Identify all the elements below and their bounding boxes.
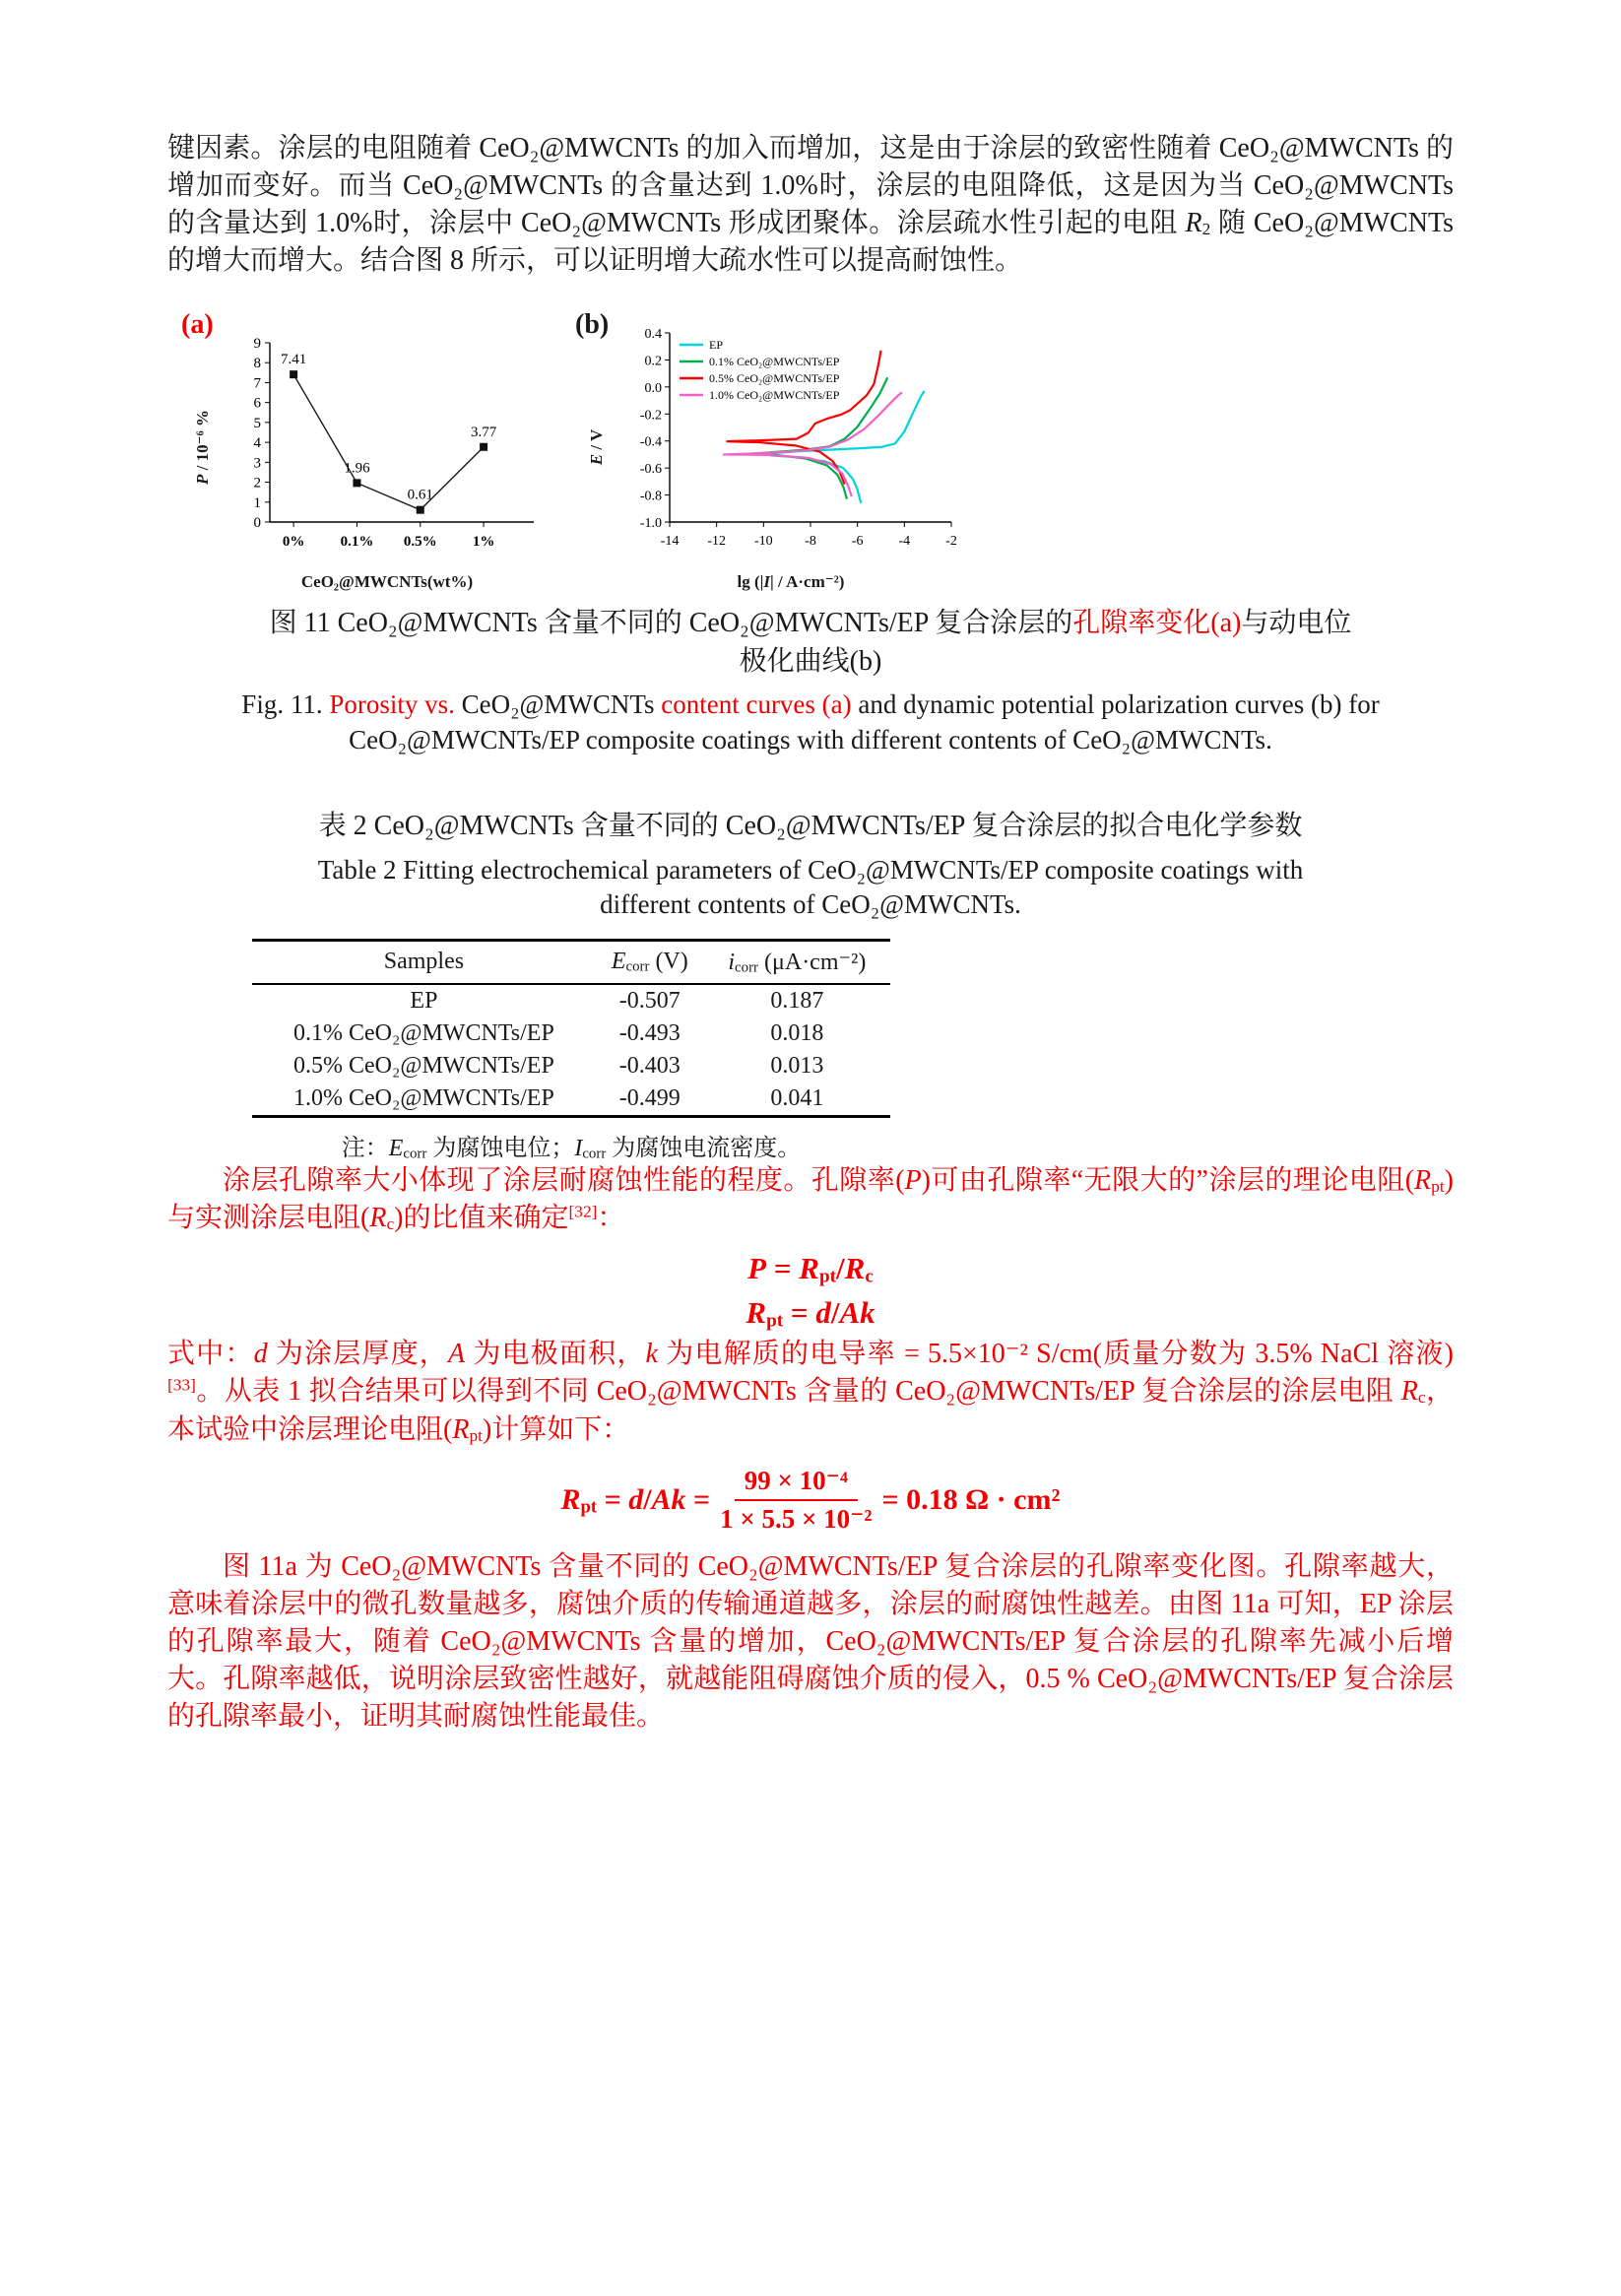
formula-denominator: 1 × 5.5 × 10⁻² [720,1504,873,1535]
table-2-block [252,939,890,1162]
figure-caption-en: Fig. 11. Porosity vs. CeO₂@MWCNTs content curves (a) and dynamic potential polarization curves (b) for CeO₂@MWCNTs/EP composite coatings with different contents of CeO₂@MWCNTs. [241,689,1380,754]
table-row-0-5pct [252,1050,890,1082]
cell-sample: 1.0% CeO₂@MWCNTs/EP [293,1084,554,1111]
column-header-icorr [704,940,890,983]
cell-ecorr: -0.403 [618,1052,681,1079]
svg-text:0.0: 0.0 [644,381,662,397]
formula-rpt-calculation [167,1465,1454,1538]
svg-text:EP: EP [709,338,724,353]
formula-porosity-ratio: P = Rpt/Rc [747,1251,874,1287]
svg-text:-10: -10 [753,534,773,550]
figure-11b-tag: (b) [575,309,610,341]
table-row-1-0pct [252,1082,890,1117]
formula-rpt-definition: Rpt = d/Ak [746,1295,875,1332]
icorr-subscript: corr [735,959,758,976]
formula-numerator: 99 × 10⁻⁴ [735,1465,858,1502]
svg-text:-2: -2 [945,534,957,550]
table-title-zh: 表 2 CeO₂@MWCNTs 含量不同的 CeO₂@MWCNTs/EP 复合涂层的拟合电化学参数 [318,811,1303,842]
icorr-unit: (μA·cm⁻²) [758,949,867,975]
svg-text:-4: -4 [898,534,911,550]
svg-text:4: 4 [253,435,261,452]
ecorr-unit: (V) [649,948,688,974]
cell-icorr: 0.041 [770,1084,824,1111]
table-2 [252,939,890,1118]
paragraph-formula-explanation: 式中：d 为涂层厚度，A 为电极面积，k 为电解质的电导率 = 5.5×10⁻² S/cm(质量分数为 3.5% NaCl 溶液)[33]。从表 1 拟合结果可以得到不同 CeO₂@MWCNTs 含量的 CeO₂@MWCNTs/EP 复合涂层的涂层电阻 Rc，本试验中涂层理论电阻(Rpt)计算如下： [167,1339,1454,1445]
svg-text:0.5% CeO₂@MWCNTs/EP: 0.5% CeO₂@MWCNTs/EP [709,371,840,386]
cell-icorr: 0.013 [770,1052,824,1079]
svg-text:-6: -6 [851,534,864,550]
svg-text:1%: 1% [472,534,495,551]
cell-ecorr: -0.499 [618,1084,681,1111]
chart-b-y-axis-title: E / V [587,429,606,466]
svg-text:1.96: 1.96 [344,460,370,477]
svg-text:0.1% CeO₂@MWCNTs/EP: 0.1% CeO₂@MWCNTs/EP [709,355,840,369]
svg-text:0%: 0% [282,534,305,551]
table-note: 注：Ecorr 为腐蚀电位；Icorr 为腐蚀电流密度。 [341,1135,802,1162]
ecorr-subscript: corr [625,958,650,975]
formula-result: = 0.18 Ω · cm² [881,1483,1061,1517]
svg-text:3: 3 [253,455,261,472]
svg-text:-14: -14 [660,534,680,550]
cell-sample: EP [410,987,438,1014]
formula-fraction [720,1465,872,1538]
svg-text:0.2: 0.2 [644,354,662,369]
svg-text:0.61: 0.61 [407,487,433,503]
figure-caption-zh-line2: 极化曲线(b) [739,645,882,677]
svg-text:-0.8: -0.8 [639,489,662,504]
table-row-0-1pct [252,1017,890,1050]
figure-11a [181,309,550,592]
chart-a-x-axis-title: CeO₂@MWCNTs(wt%) [300,572,474,592]
svg-text:0.4: 0.4 [644,327,662,343]
svg-text:-8: -8 [805,534,816,550]
cell-ecorr: -0.493 [618,1019,681,1046]
chart-a-canvas [225,319,550,567]
figure-11a-tag: (a) [181,309,214,341]
svg-text:8: 8 [253,356,261,372]
cell-icorr: 0.187 [770,987,824,1014]
svg-text:1: 1 [253,495,261,512]
svg-text:3.77: 3.77 [470,425,497,441]
svg-text:-0.4: -0.4 [639,435,662,451]
column-header-ecorr [596,940,704,983]
svg-text:2: 2 [253,475,261,492]
cell-sample: 0.1% CeO₂@MWCNTs/EP [293,1019,554,1046]
svg-text:0.1%: 0.1% [340,534,374,551]
svg-text:-0.2: -0.2 [639,408,662,424]
svg-text:5: 5 [253,416,261,432]
cell-sample: 0.5% CeO₂@MWCNTs/EP [293,1052,554,1079]
svg-text:-12: -12 [707,534,727,550]
svg-text:-0.6: -0.6 [639,462,662,478]
figure-caption-zh-line1: 图 11 CeO₂@MWCNTs 含量不同的 CeO₂@MWCNTs/EP 复合涂层的孔隙率变化(a)与动电位 [269,608,1352,639]
figure-11 [181,309,1454,592]
svg-text:0.5%: 0.5% [403,534,437,551]
chart-b-canvas [618,319,963,567]
column-header-samples: Samples [252,940,596,983]
svg-text:0: 0 [253,515,261,532]
icorr-symbol: i [728,949,736,975]
paragraph-discussion: 图 11a 为 CeO₂@MWCNTs 含量不同的 CeO₂@MWCNTs/EP 复合涂层的孔隙率变化图。孔隙率越大，意味着涂层中的微孔数量越多，腐蚀介质的传输通道越多，涂层的耐腐蚀性越差。由图 11a 可知，EP 涂层的孔隙率最大，随着 CeO₂@MWCNTs 含量的增加，CeO₂@MWCNTs/EP 复合涂层的孔隙率先减小后增大。孔隙率越低，说明涂层致密性越好，就越能阻碍腐蚀介质的侵入，0.5 % CeO₂@MWCNTs/EP 复合涂层的孔隙率最小，证明其耐腐蚀性能最佳。 [167,1551,1454,1733]
paragraph-porosity-intro: 涂层孔隙率大小体现了涂层耐腐蚀性能的程度。孔隙率(P)可由孔隙率“无限大的”涂层的理论电阻(Rpt)与实测涂层电阻(Rc)的比值来确定[32]： [167,1165,1454,1234]
table-header-row [252,940,890,983]
figure-11b [575,309,963,592]
svg-text:-1.0: -1.0 [639,516,662,532]
svg-text:1.0% CeO₂@MWCNTs/EP: 1.0% CeO₂@MWCNTs/EP [709,388,840,403]
paragraph-intro: 键因素。涂层的电阻随着 CeO₂@MWCNTs 的加入而增加，这是由于涂层的致密性随着 CeO₂@MWCNTs 的增加而变好。而当 CeO₂@MWCNTs 的含量达到 1.0%时，涂层的电阻降低，这是因为当 CeO₂@MWCNTs 的含量达到 1.0%时，涂层中 CeO₂@MWCNTs 形成团聚体。涂层疏水性引起的电阻 R2 随 CeO₂@MWCNTs 的增大而增大。结合图 8 所示，可以证明增大疏水性可以提高耐蚀性。 [167,133,1455,277]
ecorr-symbol: E [611,948,626,974]
svg-text:6: 6 [253,395,261,412]
cell-ecorr: -0.507 [618,987,681,1014]
table-title-en-line1: Table 2 Fitting electrochemical parameters of CeO₂@MWCNTs/EP composite coatings with [317,854,1304,885]
chart-b-x-axis-title: lg (|I| / A·cm⁻²) [737,572,845,592]
table-title-en-line2: different contents of CeO₂@MWCNTs. [600,889,1021,920]
chart-a-y-axis-title: P / 10⁻⁶ % [193,410,212,486]
svg-text:7.41: 7.41 [280,352,307,368]
svg-text:7: 7 [253,375,261,392]
page-content [167,130,1454,1736]
svg-text:9: 9 [253,336,261,353]
formula-left-side: Rpt = d/Ak = [560,1482,711,1518]
table-row-ep [252,984,890,1017]
cell-icorr: 0.018 [770,1019,824,1046]
